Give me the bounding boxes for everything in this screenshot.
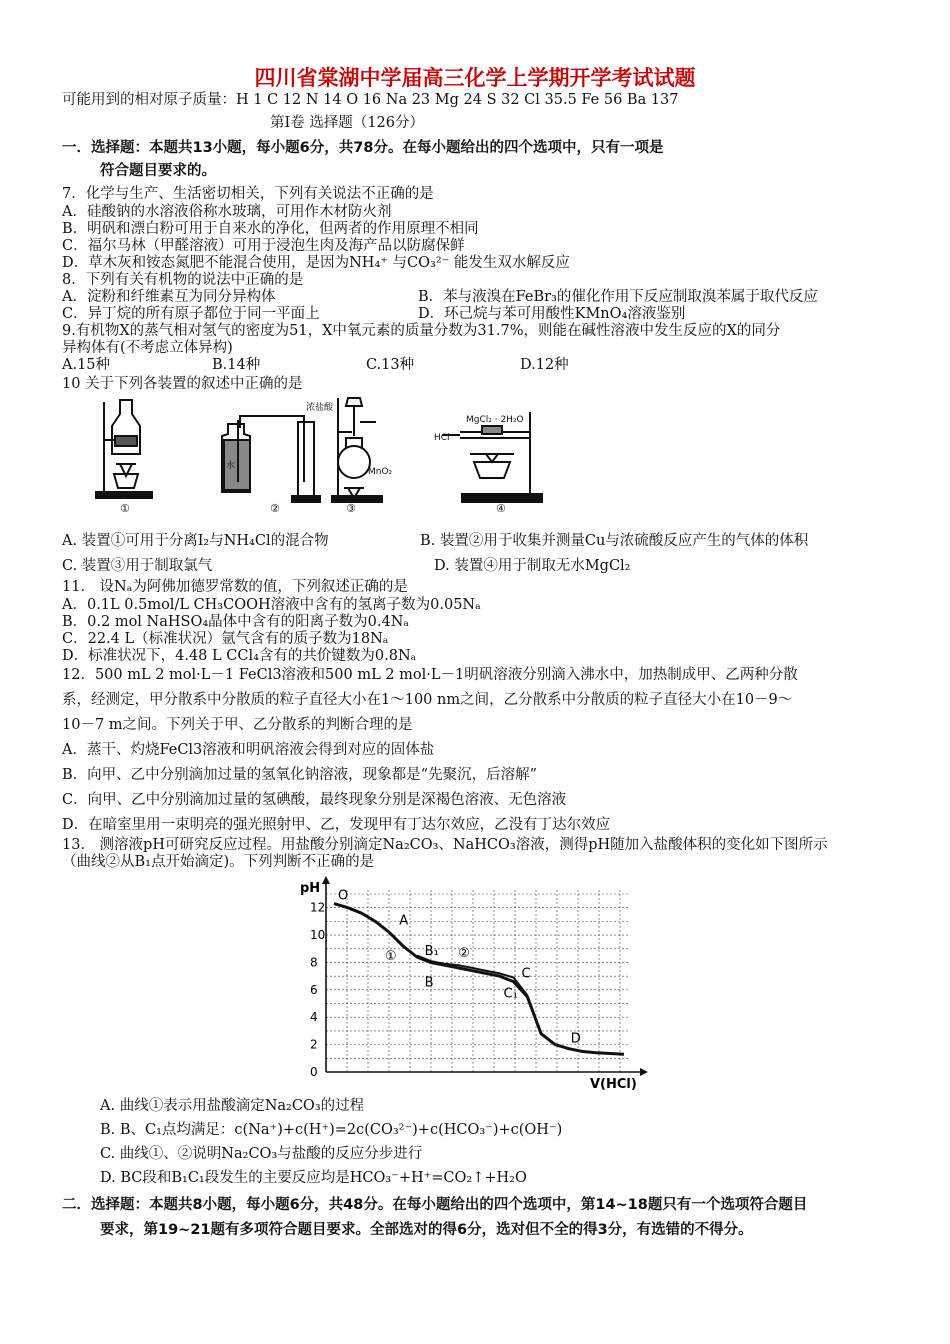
q9-option-d: D.12种 xyxy=(520,357,569,373)
point-label: C xyxy=(521,966,531,982)
label-n1: ① xyxy=(120,502,130,514)
q7-stem: 7．化学与生产、生活密切相关，下列有关说法不正确的是 xyxy=(62,186,434,202)
section1-heading: 一．选择题：本题共13小题，每小题6分，共78分。在每小题给出的四个选项中，只有一项是 xyxy=(62,140,664,156)
y-axis-label: pH xyxy=(300,881,321,896)
y-tick-labels xyxy=(310,901,325,1079)
point-label: B xyxy=(424,975,434,991)
section2-heading-cont: 要求，第19~21题有多项符合题目要求。全部选对的得6分，选对但不全的得3分，有选错的不得分。 xyxy=(100,1222,753,1238)
q9-option-a: A.15种 xyxy=(62,357,111,373)
q9-stem-cont: 异构体有(不考虑立体异构) xyxy=(62,340,233,356)
q13-option-a: A. 曲线①表示用盐酸滴定Na₂CO₃的过程 xyxy=(100,1098,365,1114)
q10-stem: 10 关于下列各装置的叙述中正确的是 xyxy=(62,376,303,392)
label-water: 水 xyxy=(226,461,236,471)
label-conc-hcl: 浓盐酸 xyxy=(306,403,334,413)
label-n4: ④ xyxy=(496,502,506,514)
point-label: A xyxy=(399,913,409,929)
label-n3: ③ xyxy=(346,502,356,514)
q11-option-c: C．22.4 L（标准状况）氩气含有的质子数为18Nₐ xyxy=(62,631,389,647)
apparatus-4 xyxy=(442,412,542,502)
y-tick-label: 10 xyxy=(310,928,326,943)
q10-option-a: A. 装置①可用于分离I₂与NH₄Cl的混合物 xyxy=(62,533,329,549)
q8-option-b: B．苯与液溴在FeBr₃的催化作用下反应制取溴苯属于取代反应 xyxy=(418,289,818,305)
apparatus-figure xyxy=(90,392,560,514)
x-axis-arrow xyxy=(640,1068,648,1076)
q10-option-b: B. 装置②用于收集并测量Cu与浓硫酸反应产生的气体的体积 xyxy=(420,533,809,549)
q7-option-a: A．硅酸钠的水溶液俗称水玻璃，可用作木材防火剂 xyxy=(62,204,392,220)
curve-label: ② xyxy=(458,946,470,962)
q13-stem-cont: （曲线②从B₁点开始滴定)。下列判断不正确的是 xyxy=(62,854,375,870)
label-n2: ② xyxy=(270,502,280,514)
section2-heading: 二．选择题：本题共8小题，每小题6分，共48分。在每小题给出的四个选项中，第14~18题只有一个选项符合题目 xyxy=(62,1197,808,1213)
point-label: B₁ xyxy=(424,944,439,960)
q8-stem: 8．下列有关有机物的说法中正确的是 xyxy=(62,272,304,288)
q7-option-d: D．草木灰和铵态氮肥不能混合使用，是因为NH₄⁺ 与CO₃²⁻ 能发生双水解反应 xyxy=(62,255,570,271)
q13-stem: 13． 测溶液pH可研究反应过程。用盐酸分别滴定Na₂CO₃、NaHCO₃溶液，测得pH随加入盐酸体积的变化如下图所示 xyxy=(62,837,828,853)
q12-stem-cont2: 10－7 m之间。下列关于甲、乙分散系的判断合理的是 xyxy=(62,717,413,733)
q9-option-c: C.13种 xyxy=(366,357,415,373)
atomic-masses: 可能用到的相对原子质量：H 1 C 12 N 14 O 16 Na 23 Mg 24 S 32 Cl 35.5 Fe 56 Ba 137 xyxy=(62,92,679,108)
section1-heading-cont: 符合题目要求的。 xyxy=(100,163,216,179)
y-tick-label: 2 xyxy=(310,1037,318,1052)
y-axis-arrow xyxy=(322,876,330,884)
q8-option-d: D．环己烷与苯可用酸性KMnO₄溶液鉴别 xyxy=(418,306,686,322)
q12-option-d: D．在暗室里用一束明亮的强光照射甲、乙，发现甲有丁达尔效应，乙没有丁达尔效应 xyxy=(62,817,611,833)
q9-stem: 9.有机物X的蒸气相对氢气的密度为51，X中氧元素的质量分数为31.7%，则能在碱性溶液中发生反应的X的同分 xyxy=(62,323,781,339)
apparatus-3 xyxy=(332,398,382,502)
q11-option-d: D．标准状况下，4.48 L CCl₄含有的共价键数为0.8Nₐ xyxy=(62,648,417,664)
q8-option-a: A．淀粉和纤维素互为同分异构体 xyxy=(62,289,276,305)
y-tick-label: 4 xyxy=(310,1010,318,1025)
x-axis-label: V(HCl) xyxy=(590,1077,637,1092)
q9-option-b: B.14种 xyxy=(212,357,261,373)
q10-option-d: D. 装置④用于制取无水MgCl₂ xyxy=(434,558,631,574)
q12-option-b: B．向甲、乙中分别滴加过量的氢氧化钠溶液，现象都是“先聚沉，后溶解” xyxy=(62,767,537,783)
q12-stem-cont1: 系，经测定，甲分散系中分散质的粒子直径大小在1～100 nm之间，乙分散系中分散质的粒子直径大小在10－9～ xyxy=(62,692,793,708)
q10-option-c: C. 装置③用于制取氯气 xyxy=(62,558,213,574)
series-line-2 xyxy=(417,956,624,1055)
point-label: C₁ xyxy=(503,986,518,1002)
y-tick-label: 8 xyxy=(310,955,318,970)
chart-grid xyxy=(326,888,630,1072)
ph-titration-chart xyxy=(290,872,660,1094)
q7-option-b: B．明矾和漂白粉可用于自来水的净化，但两者的作用原理不相同 xyxy=(62,221,479,237)
q11-option-a: A．0.1L 0.5mol/L CH₃COOH溶液中含有的氢离子数为0.05Nₐ xyxy=(62,597,481,613)
curve-label: ① xyxy=(385,949,397,965)
y-tick-label: 6 xyxy=(310,982,318,997)
apparatus-1 xyxy=(96,400,152,498)
q13-option-c: C. 曲线①、②说明Na₂CO₃与盐酸的反应分步进行 xyxy=(100,1146,423,1162)
y-tick-label: 0 xyxy=(310,1065,318,1079)
page-title: 四川省棠湖中学届高三化学上学期开学考试试题 xyxy=(254,66,696,90)
q11-stem: 11． 设Nₐ为阿佛加德罗常数的值，下列叙述正确的是 xyxy=(62,579,408,595)
label-mno2: MnO₂ xyxy=(368,467,393,477)
apparatus-2 xyxy=(222,416,320,502)
volume1-heading: 第Ⅰ卷 选择题（126分） xyxy=(270,115,425,131)
label-hcl: HCl xyxy=(434,433,450,443)
label-mgcl2: MgCl₂ · 2H₂O xyxy=(466,415,524,425)
q7-option-c: C．福尔马林（甲醛溶液）可用于浸泡生肉及海产品以防腐保鲜 xyxy=(62,238,465,254)
q13-option-b: B. B、C₁点均满足：c(Na⁺)+c(H⁺)=2c(CO₃²⁻)+c(HCO₃⁻)+c(OH⁻) xyxy=(100,1122,563,1138)
q12-option-a: A．蒸干、灼烧FeCl3溶液和明矾溶液会得到对应的固体盐 xyxy=(62,742,435,758)
q12-stem: 12．500 mL 2 mol·L－1 FeCl3溶液和500 mL 2 mol·L－1明矾溶液分别滴入沸水中，加热制成甲、乙两种分散 xyxy=(62,667,798,683)
point-label: D xyxy=(570,1031,581,1047)
q13-option-d: D. BC段和B₁C₁段发生的主要反应均是HCO₃⁻+H⁺=CO₂↑+H₂O xyxy=(100,1170,527,1186)
y-tick-label: 12 xyxy=(310,900,326,915)
q11-option-b: B．0.2 mol NaHSO₄晶体中含有的阳离子数为0.4Nₐ xyxy=(62,614,410,630)
q8-option-c: C．异丁烷的所有原子都位于同一平面上 xyxy=(62,306,320,322)
q12-option-c: C．向甲、乙中分别滴加过量的氢碘酸，最终现象分别是深褐色溶液、无色溶液 xyxy=(62,792,567,808)
point-label: O xyxy=(338,888,349,904)
